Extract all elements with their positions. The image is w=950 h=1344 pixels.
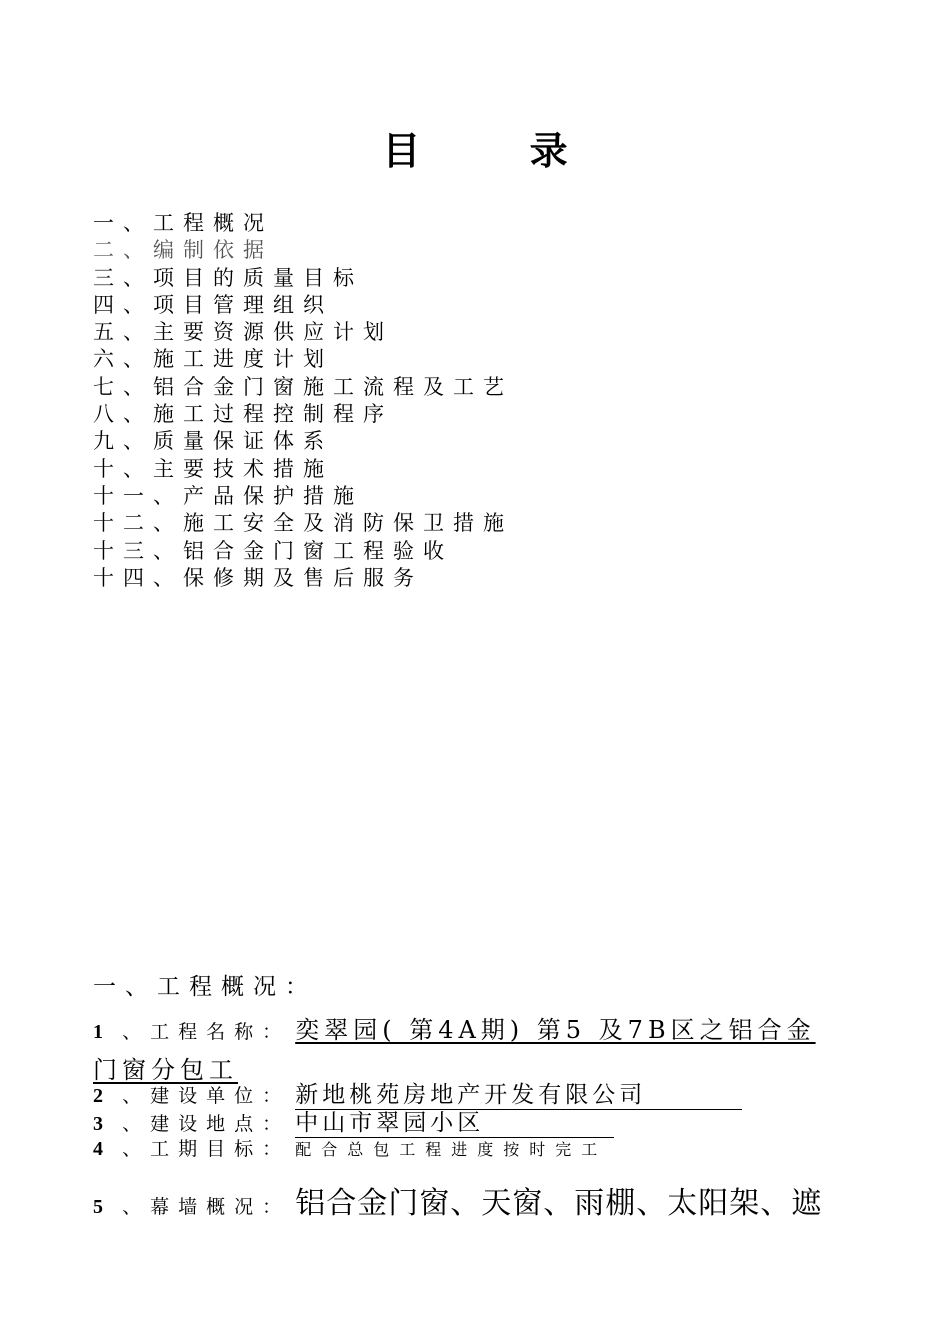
item-label: 、建设单位： — [122, 1085, 291, 1107]
toc-item: 三、项目的质量目标 — [93, 265, 363, 290]
overview-item-curtain-wall — [93, 1178, 822, 1222]
value-underline — [295, 1104, 614, 1138]
item-label: 、工期目标： — [122, 1138, 291, 1160]
item-value: 新地桃苑房地产开发有限公司 — [295, 1082, 647, 1108]
item-value: 中山市翠园小区 — [295, 1110, 485, 1136]
toc-item: 二、编制依据 — [93, 238, 273, 263]
item-number: 3 — [93, 1113, 103, 1135]
toc-item: 十、主要技术措施 — [93, 456, 333, 481]
item-number: 4 — [93, 1138, 103, 1160]
toc-item: 一、工程概况 — [93, 211, 273, 235]
toc-item: 十三、铝合金门窗工程验收 — [93, 538, 453, 563]
item-value: 奕翠园( 第4A期) 第5 及7B区之铝合金 — [295, 1016, 816, 1044]
item-value: 铝合金门窗、天窗、雨棚、太阳架、遮 — [295, 1186, 823, 1221]
toc-item: 八、施工过程控制程序 — [93, 402, 393, 427]
overview-item-location — [93, 1104, 614, 1138]
toc-item: 四、项目管理组织 — [93, 292, 333, 317]
toc-item: 五、主要资源供应计划 — [93, 320, 393, 345]
toc-item: 六、施工进度计划 — [93, 347, 333, 372]
item-label: 、建设地点： — [122, 1113, 291, 1135]
toc-item: 十四、保修期及售后服务 — [93, 565, 423, 590]
overview-item-project-name — [93, 1010, 816, 1045]
item-number: 5 — [93, 1196, 103, 1218]
item-label: 、幕墙概况： — [122, 1196, 291, 1218]
item-number: 1 — [93, 1021, 103, 1043]
toc-item: 十一、产品保护措施 — [93, 483, 363, 508]
toc-item: 十二、施工安全及消防保卫措施 — [93, 511, 513, 536]
page-title: 目 录 — [382, 128, 616, 173]
table-of-contents — [93, 210, 513, 592]
toc-item: 九、质量保证体系 — [93, 429, 333, 454]
item-label: 、工程名称： — [122, 1021, 291, 1043]
section-heading: 一、工程概况： — [93, 974, 317, 1000]
toc-item: 七、铝合金门窗施工流程及工艺 — [93, 374, 513, 399]
item-value-continued: 门窗分包工 — [93, 1056, 238, 1084]
item-value: 配合总包工程进度按时完工 — [295, 1140, 608, 1159]
item-number: 2 — [93, 1085, 103, 1107]
overview-item-schedule — [93, 1134, 607, 1161]
